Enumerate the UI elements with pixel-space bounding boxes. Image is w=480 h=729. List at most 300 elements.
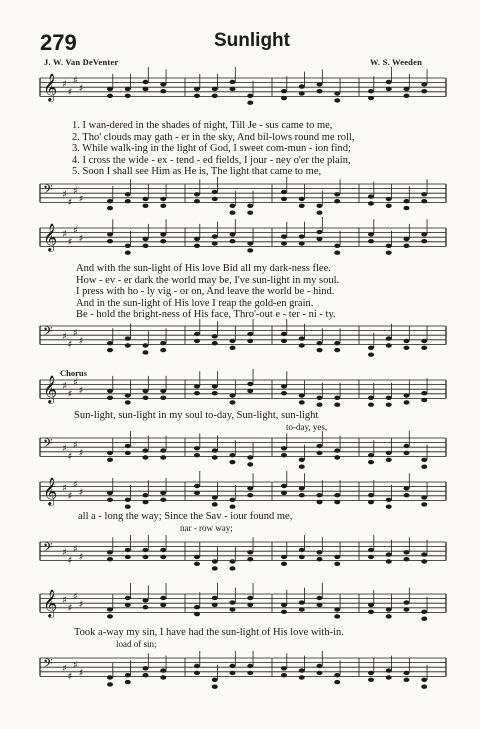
- note-head: [230, 346, 236, 350]
- note-head: [247, 486, 253, 490]
- note-head: [368, 194, 374, 198]
- sharp-icon: ♯: [73, 377, 78, 389]
- note-head: [194, 339, 200, 343]
- note-head: [317, 493, 323, 497]
- note-head: [194, 484, 200, 488]
- note-head: [143, 343, 149, 347]
- note-head: [160, 82, 166, 86]
- note-head: [404, 339, 410, 343]
- note-head: [317, 603, 323, 607]
- note-head: [368, 460, 374, 464]
- note-head: [107, 458, 113, 462]
- note-head: [143, 548, 149, 552]
- note-head: [368, 671, 374, 675]
- note-head: [212, 566, 218, 570]
- note-head: [386, 336, 392, 340]
- note-head: [317, 403, 323, 407]
- note-head: [230, 671, 236, 675]
- note-head: [421, 617, 427, 621]
- note-head: [212, 190, 218, 194]
- note-head: [107, 396, 113, 400]
- note-head: [386, 251, 392, 255]
- note-head: [212, 94, 218, 98]
- note-head: [281, 234, 287, 238]
- note-head: [212, 455, 218, 459]
- note-head: [299, 204, 305, 208]
- note-head: [143, 80, 149, 84]
- note-head: [194, 562, 200, 566]
- note-head: [143, 237, 149, 241]
- note-head: [230, 559, 236, 563]
- verse-line: 4. I cross the wide - ex - tend - ed fields, I jour - ney o'er the plain,: [72, 154, 351, 166]
- note-head: [404, 678, 410, 682]
- system-5-bass-staff: [0, 652, 480, 702]
- note-head: [247, 382, 253, 386]
- treble-clef-icon: 𝄞: [43, 375, 58, 403]
- note-head: [421, 391, 427, 395]
- sharp-icon: ♯: [62, 331, 67, 343]
- note-head: [386, 614, 392, 618]
- note-head: [107, 675, 113, 679]
- bass-clef-icon: 𝄢: [43, 656, 53, 674]
- verse-line: And with the sun-light of His love Bid all my dark-ness flee.: [76, 263, 331, 274]
- note-head: [230, 211, 236, 215]
- note-head: [160, 498, 166, 502]
- note-head: [194, 453, 200, 457]
- note-head: [212, 241, 218, 245]
- note-head: [368, 346, 374, 350]
- note-head: [299, 400, 305, 404]
- sharp-icon: ♯: [67, 197, 73, 209]
- note-head: [421, 199, 427, 203]
- note-head: [230, 339, 236, 343]
- note-head: [421, 339, 427, 343]
- note-head: [212, 603, 218, 607]
- note-head: [230, 607, 236, 611]
- note-head: [404, 451, 410, 455]
- note-head: [334, 341, 340, 345]
- note-head: [317, 664, 323, 668]
- chorus-line: Took a-way my sin, I have had the sun-light of His love with-in.: [74, 627, 344, 638]
- note-head: [386, 607, 392, 611]
- note-head: [299, 234, 305, 238]
- note-head: [317, 341, 323, 345]
- note-head: [299, 393, 305, 397]
- note-head: [107, 498, 113, 502]
- note-head: [334, 493, 340, 497]
- note-head: [125, 680, 131, 684]
- system-2-bass-staff: [0, 320, 480, 370]
- treble-clef-icon: 𝄞: [43, 477, 58, 505]
- note-head: [160, 668, 166, 672]
- note-head: [317, 396, 323, 400]
- note-head: [317, 451, 323, 455]
- note-head: [386, 396, 392, 400]
- chorus-echo: load of sin;: [116, 638, 157, 649]
- note-head: [299, 465, 305, 469]
- note-head: [317, 596, 323, 600]
- note-head: [334, 455, 340, 459]
- chorus-line: all a - long the way; Since the Sav - iour found me,: [78, 511, 293, 522]
- sharp-icon: ♯: [67, 389, 73, 401]
- note-head: [247, 664, 253, 668]
- note-head: [143, 666, 149, 670]
- note-head: [160, 239, 166, 243]
- note-head: [404, 87, 410, 91]
- note-head: [299, 600, 305, 604]
- note-head: [317, 230, 323, 234]
- note-head: [194, 244, 200, 248]
- note-head: [368, 493, 374, 497]
- note-head: [404, 346, 410, 350]
- note-head: [404, 393, 410, 397]
- note-head: [125, 603, 131, 607]
- note-head: [421, 495, 427, 499]
- note-head: [212, 234, 218, 238]
- note-head: [107, 206, 113, 210]
- note-head: [386, 80, 392, 84]
- note-head: [143, 673, 149, 677]
- note-head: [299, 458, 305, 462]
- note-head: [386, 505, 392, 509]
- note-head: [212, 678, 218, 682]
- note-head: [107, 451, 113, 455]
- note-head: [368, 678, 374, 682]
- sharp-icon: ♯: [62, 189, 67, 201]
- note-head: [317, 671, 323, 675]
- note-head: [317, 237, 323, 241]
- note-head: [160, 389, 166, 393]
- note-head: [160, 491, 166, 495]
- note-head: [386, 204, 392, 208]
- note-head: [334, 403, 340, 407]
- note-head: [299, 336, 305, 340]
- note-head: [160, 396, 166, 400]
- note-head: [281, 190, 287, 194]
- note-head: [281, 673, 287, 677]
- note-head: [247, 94, 253, 98]
- treble-clef-icon: 𝄞: [43, 73, 58, 101]
- note-head: [143, 605, 149, 609]
- treble-clef-icon: 𝄞: [43, 589, 58, 617]
- sharp-icon: ♯: [78, 385, 84, 397]
- note-head: [404, 400, 410, 404]
- note-head: [194, 612, 200, 616]
- note-head: [212, 448, 218, 452]
- note-head: [334, 98, 340, 102]
- note-head: [404, 444, 410, 448]
- note-head: [194, 199, 200, 203]
- note-head: [421, 610, 427, 614]
- note-head: [404, 607, 410, 611]
- note-head: [368, 548, 374, 552]
- note-head: [299, 555, 305, 559]
- bass-clef-icon: 𝄢: [43, 182, 53, 200]
- note-head: [230, 393, 236, 397]
- note-head: [160, 348, 166, 352]
- chorus-lyrics-2: [78, 511, 292, 534]
- note-head: [107, 94, 113, 98]
- system-1-bass-staff: [0, 178, 480, 228]
- treble-clef-icon: 𝄞: [43, 223, 58, 251]
- note-head: [194, 671, 200, 675]
- sharp-icon: ♯: [78, 668, 84, 680]
- note-head: [107, 348, 113, 352]
- note-head: [247, 241, 253, 245]
- sharp-icon: ♯: [73, 479, 78, 491]
- note-head: [247, 339, 253, 343]
- verse-line: 3. While walk-ing in the light of God, I sweet com-mun - ion find;: [72, 143, 351, 154]
- note-head: [368, 396, 374, 400]
- note-head: [281, 610, 287, 614]
- note-head: [143, 197, 149, 201]
- sharp-icon: ♯: [67, 491, 73, 503]
- note-head: [143, 448, 149, 452]
- note-head: [317, 204, 323, 208]
- note-head: [368, 500, 374, 504]
- note-head: [281, 384, 287, 388]
- note-head: [421, 458, 427, 462]
- sharp-icon: ♯: [73, 186, 78, 198]
- note-head: [230, 232, 236, 236]
- note-head: [212, 391, 218, 395]
- note-head: [421, 678, 427, 682]
- note-head: [299, 241, 305, 245]
- note-head: [334, 396, 340, 400]
- note-head: [421, 346, 427, 350]
- note-head: [281, 446, 287, 450]
- note-head: [281, 197, 287, 201]
- note-head: [107, 614, 113, 618]
- note-head: [386, 403, 392, 407]
- note-head: [386, 552, 392, 556]
- note-head: [125, 251, 131, 255]
- note-head: [386, 343, 392, 347]
- sharp-icon: ♯: [78, 233, 84, 245]
- note-head: [334, 614, 340, 618]
- note-head: [230, 87, 236, 91]
- note-head: [212, 384, 218, 388]
- note-head: [194, 446, 200, 450]
- system-3-bass-staff: [0, 432, 480, 482]
- sharp-icon: ♯: [67, 339, 73, 351]
- note-head: [247, 550, 253, 554]
- note-head: [421, 685, 427, 689]
- note-head: [421, 232, 427, 236]
- note-head: [368, 89, 374, 93]
- note-head: [281, 491, 287, 495]
- sharp-icon: ♯: [67, 87, 73, 99]
- note-head: [247, 557, 253, 561]
- note-head: [125, 400, 131, 404]
- note-head: [125, 596, 131, 600]
- note-head: [160, 448, 166, 452]
- note-head: [281, 391, 287, 395]
- note-head: [230, 460, 236, 464]
- note-head: [212, 341, 218, 345]
- note-head: [247, 462, 253, 466]
- note-head: [317, 82, 323, 86]
- note-head: [334, 500, 340, 504]
- note-head: [299, 84, 305, 88]
- note-head: [230, 453, 236, 457]
- bass-clef-icon: 𝄢: [43, 324, 53, 342]
- note-head: [212, 559, 218, 563]
- note-head: [386, 244, 392, 248]
- composer-credit: W. S. Weeden: [370, 57, 422, 67]
- note-head: [194, 332, 200, 336]
- note-head: [404, 600, 410, 604]
- note-head: [247, 389, 253, 393]
- note-head: [160, 197, 166, 201]
- chorus-lyrics-1: [74, 410, 327, 433]
- note-head: [317, 348, 323, 352]
- sharp-icon: ♯: [67, 603, 73, 615]
- sharp-icon: ♯: [73, 440, 78, 452]
- verse-line: I press with ho - ly vig - or on, And leave the world be - hind.: [76, 286, 335, 297]
- note-head: [160, 455, 166, 459]
- note-head: [230, 664, 236, 668]
- note-head: [299, 675, 305, 679]
- note-head: [230, 80, 236, 84]
- note-head: [160, 548, 166, 552]
- note-head: [299, 493, 305, 497]
- sharp-icon: ♯: [67, 237, 73, 249]
- note-head: [368, 239, 374, 243]
- note-head: [317, 211, 323, 215]
- note-head: [386, 559, 392, 563]
- note-head: [247, 671, 253, 675]
- note-head: [143, 493, 149, 497]
- note-head: [230, 566, 236, 570]
- note-head: [212, 197, 218, 201]
- sharp-icon: ♯: [62, 443, 67, 455]
- note-head: [334, 673, 340, 677]
- note-head: [247, 204, 253, 208]
- note-head: [143, 350, 149, 354]
- note-head: [368, 353, 374, 357]
- sharp-icon: ♯: [62, 229, 67, 240]
- chorus-label: Chorus: [60, 368, 87, 378]
- note-head: [404, 671, 410, 675]
- note-head: [194, 237, 200, 241]
- note-head: [125, 244, 131, 248]
- verse-line: 5. Soon I shall see Him as He is, The light that came to me,: [72, 166, 322, 177]
- note-head: [368, 201, 374, 205]
- verse-line: And in the sun-light of His love I reap the gold-en grain.: [76, 297, 314, 309]
- note-head: [125, 505, 131, 509]
- note-head: [212, 495, 218, 499]
- note-head: [194, 384, 200, 388]
- note-head: [334, 680, 340, 684]
- note-head: [404, 199, 410, 203]
- sharp-icon: ♯: [67, 451, 73, 463]
- note-head: [143, 598, 149, 602]
- note-head: [125, 555, 131, 559]
- note-head: [143, 455, 149, 459]
- sharp-icon: ♯: [78, 487, 84, 499]
- note-head: [194, 605, 200, 609]
- note-head: [421, 239, 427, 243]
- chorus-line: Sun-light, sun-light in my soul to-day, Sun-light, sun-light: [74, 410, 319, 421]
- note-head: [143, 396, 149, 400]
- note-head: [247, 248, 253, 252]
- note-head: [125, 393, 131, 397]
- sharp-icon: ♯: [62, 483, 67, 494]
- note-head: [230, 400, 236, 404]
- note-head: [107, 607, 113, 611]
- note-head: [281, 89, 287, 93]
- sharp-icon: ♯: [73, 328, 78, 340]
- note-head: [281, 484, 287, 488]
- note-head: [194, 555, 200, 559]
- note-head: [194, 192, 200, 196]
- note-head: [281, 339, 287, 343]
- chorus-echo: to-day, yes,: [286, 421, 328, 432]
- note-head: [421, 552, 427, 556]
- note-head: [281, 562, 287, 566]
- verse-line: 1. I wan-dered in the shades of night, Till Je - sus came to me,: [72, 120, 333, 131]
- verse-lyrics-1: [72, 120, 452, 178]
- note-head: [125, 548, 131, 552]
- hymn-number: 279: [40, 30, 77, 55]
- note-head: [194, 94, 200, 98]
- note-head: [160, 675, 166, 679]
- sharp-icon: ♯: [78, 599, 84, 611]
- note-head: [212, 87, 218, 91]
- note-head: [334, 562, 340, 566]
- note-head: [247, 493, 253, 497]
- sharp-icon: ♯: [73, 591, 78, 603]
- note-head: [404, 493, 410, 497]
- note-head: [230, 239, 236, 243]
- note-head: [194, 664, 200, 668]
- note-head: [317, 500, 323, 504]
- note-head: [125, 444, 131, 448]
- note-head: [212, 596, 218, 600]
- note-head: [107, 550, 113, 554]
- note-head: [125, 451, 131, 455]
- sharp-icon: ♯: [78, 83, 84, 95]
- bass-clef-icon: 𝄢: [43, 436, 53, 454]
- note-head: [386, 87, 392, 91]
- note-head: [404, 94, 410, 98]
- note-head: [125, 498, 131, 502]
- note-head: [317, 444, 323, 448]
- note-head: [404, 550, 410, 554]
- note-head: [299, 197, 305, 201]
- note-head: [160, 232, 166, 236]
- note-head: [368, 453, 374, 457]
- sharp-icon: ♯: [78, 194, 84, 206]
- note-head: [421, 192, 427, 196]
- note-head: [421, 465, 427, 469]
- verse-lyrics-2: [76, 263, 456, 321]
- note-head: [281, 241, 287, 245]
- note-head: [317, 89, 323, 93]
- note-head: [421, 502, 427, 506]
- note-head: [404, 557, 410, 561]
- note-head: [125, 192, 131, 196]
- sharp-icon: ♯: [67, 555, 73, 567]
- note-head: [125, 87, 131, 91]
- note-head: [368, 603, 374, 607]
- sharp-icon: ♯: [73, 75, 78, 87]
- verse-line: How - ev - er dark the world may be, I've sun-light in my soul.: [76, 274, 340, 286]
- note-head: [143, 87, 149, 91]
- note-head: [421, 89, 427, 93]
- sharp-icon: ♯: [78, 336, 84, 348]
